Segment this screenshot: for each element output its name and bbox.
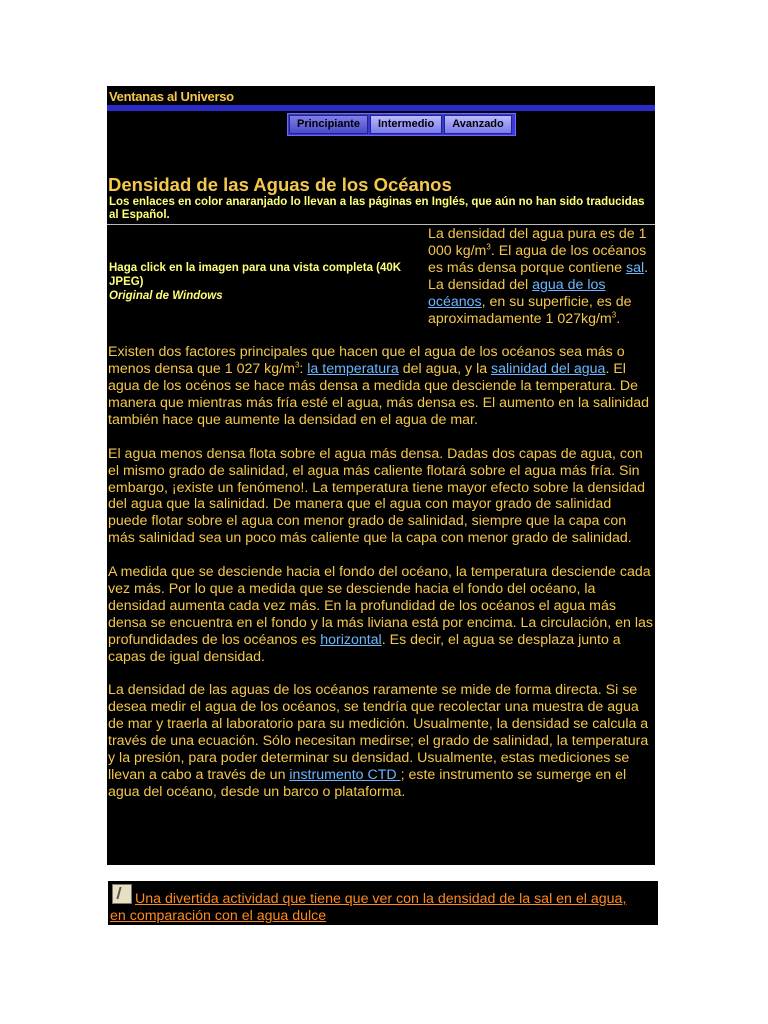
p5-text-2: ; este instrumento se sumerge en el agua del océano, desde un barco o plataforma.	[108, 766, 627, 800]
paragraph-3: El agua menos densa flota sobre el agua más densa. Dadas dos capas de agua, con el mismo grado de salinidad, el agua más caliente flotará sobre el agua más fría. Sin embargo, ¡existe un fenómeno!. La temperatura tiene mayor efecto sobre la densidad del agua que la salinidad. De manera que el agua con mayor grado de salinidad puede flotar sobre el agua con menor grado de salinidad, siempre que la capa con más salinidad sea un poco más caliente que la capa con menor grado de salinidad.	[108, 445, 646, 547]
figure-caption-text: Haga click en la imagen para una vista completa (40K JPEG)	[109, 262, 402, 288]
page-container	[107, 86, 655, 865]
figure-credit: Original de Windows	[109, 290, 223, 302]
p1-text-1: La densidad del agua pura es de 1 000 kg/m	[428, 226, 647, 259]
link-temperatura[interactable]: la temperatura	[307, 361, 399, 378]
nav-button-intermedio[interactable]: Intermedio	[370, 115, 442, 134]
p4-text-2: . Es decir, el agua se desplaza junto a capas de igual densidad.	[108, 631, 621, 665]
link-instrumento-ctd[interactable]: instrumento CTD	[289, 766, 401, 783]
paragraph-4	[108, 564, 654, 665]
divider	[107, 224, 655, 225]
level-nav	[287, 113, 516, 136]
p4-text-1: A medida que se desciende hacia el fondo del océano, la temperatura desciende cada vez más. Por lo que a medida que se desciende hacia el fondo del océano, la densidad aumenta cada vez más. En la profundidad de los océanos el agua más densa se encuentra en el fondo y la más liviana está por encima. La circulación, en las profundidades de los océanos es	[108, 564, 653, 648]
p1-sup-1: 3	[486, 242, 491, 252]
link-agua-oceanos[interactable]: agua de los océanos	[428, 276, 606, 310]
p2-sup-1: 3	[294, 360, 300, 370]
p1-text-5: .	[616, 310, 621, 327]
nav-button-avanzado[interactable]: Avanzado	[444, 115, 512, 134]
link-salinidad[interactable]: salinidad del agua	[491, 361, 606, 378]
p1-text-2: . El agua de los océanos es más densa porque contiene	[428, 242, 647, 276]
activity-box	[108, 881, 658, 925]
site-logo[interactable]: Ventanas al Universo	[109, 89, 234, 104]
figure-placeholder	[108, 226, 428, 312]
p1-text-3: . La densidad del	[428, 259, 649, 293]
activity-link[interactable]: Una divertida actividad que tiene que ver con la densidad de la sal en el agua, en comparación con el agua dulce	[110, 891, 627, 924]
link-sal[interactable]: sal	[625, 259, 645, 276]
p1-sup-2: 3	[611, 309, 617, 319]
paragraph-1	[108, 226, 654, 327]
p2-text-4: . El agua de los océnos se hace más densa a medida que desciende la temperatura. De manera que mientras más fría esté el agua, más densa es. El aumento en la salinidad también hace que aumente la densidad en el agua de mar.	[108, 361, 650, 428]
p1-text-4: , en su superficie, es de aproximadamente 1 027kg/m	[428, 293, 632, 327]
header-bar	[107, 86, 655, 111]
article-body	[108, 226, 654, 818]
p5-text-1: La densidad de las aguas de los océanos raramente se mide de forma directa. Si se desea medir el agua de los océanos, se tendría que recolectar una muestra de agua de mar y traerla al laboratorio para su medición. Usualmente, la densidad se calcula a través de una ecuación. Sólo necesitan medirse; el grado de salinidad, la temperatura y la presión, para poder determinar su densidad. Usualmente, estas mediciones se llevan a cabo a través de un	[108, 682, 649, 783]
nav-button-principiante[interactable]: Principiante	[289, 115, 368, 134]
p2-text-2: :	[299, 361, 308, 378]
p2-text-3: del agua, y la	[398, 361, 492, 378]
paragraph-2	[108, 344, 654, 429]
paragraph-5	[108, 682, 654, 800]
book-icon[interactable]	[112, 884, 132, 904]
page-title: Densidad de las Aguas de los Océanos	[108, 174, 452, 195]
link-horizontal[interactable]: horizontal	[320, 631, 382, 648]
p2-text-1: Existen dos factores principales que hacen que el agua de los océanos sea más o menos densa que 1 027 kg/m	[108, 344, 625, 378]
translation-note: Los enlaces en color anaranjado lo llevan a las páginas en Inglés, que aún no han sido traducidas al Español.	[109, 196, 645, 221]
